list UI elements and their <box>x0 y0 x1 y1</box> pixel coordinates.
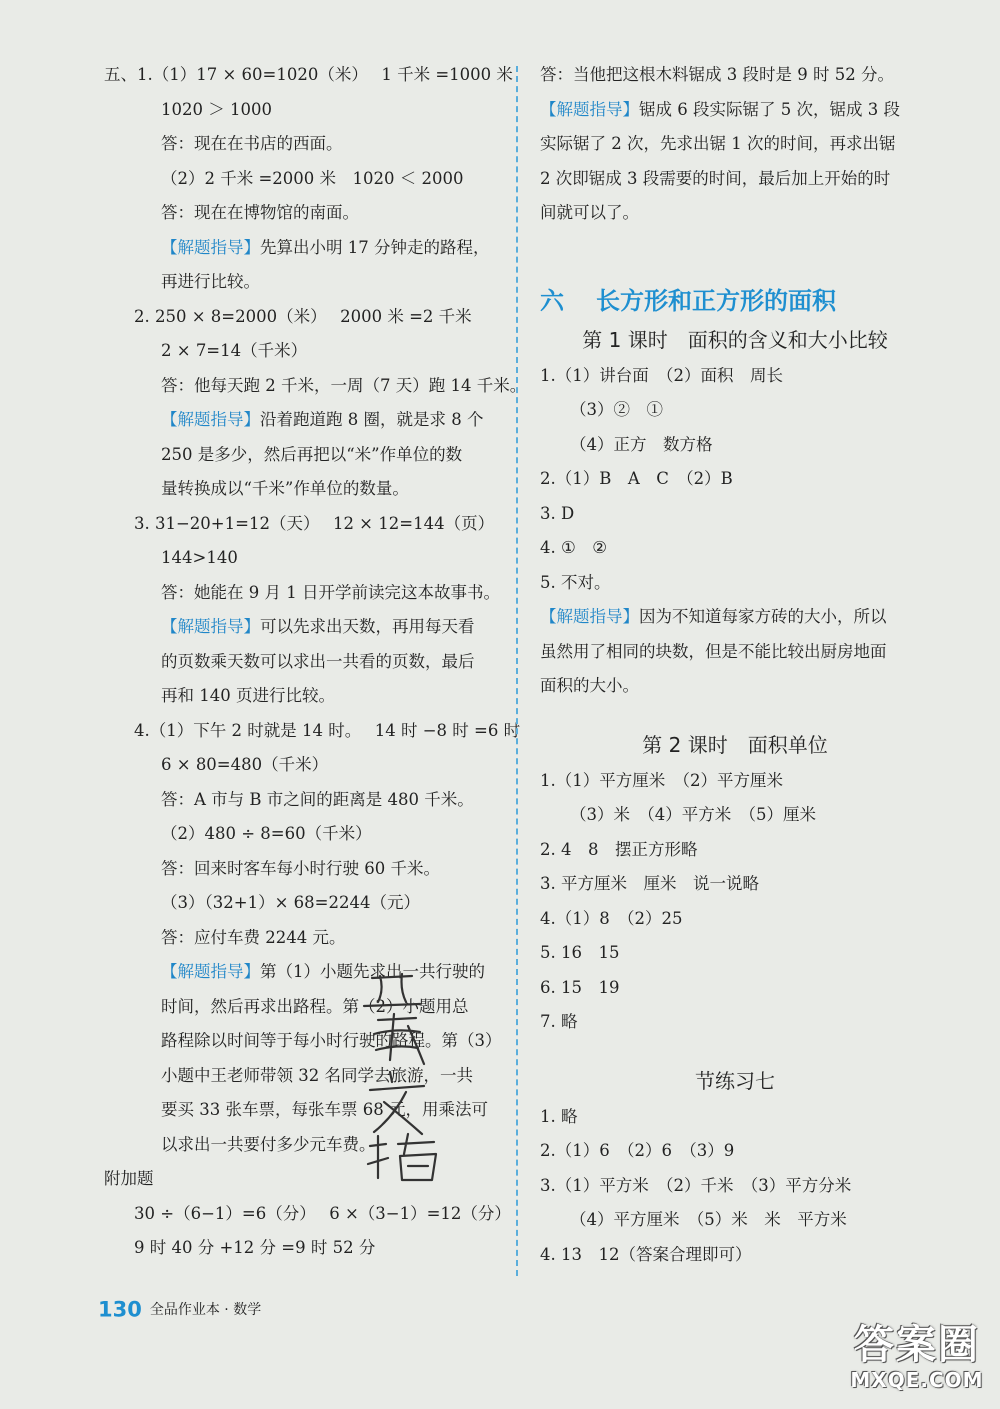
answer-text: 9 时 40 分 +12 分 =9 时 52 分 <box>134 1238 376 1257</box>
answer-text: 答：回来时客车每小时行驶 60 千米。 <box>161 858 440 878</box>
answer-text: 五、1.（1）17 × 60=1020（米） 1 千米 =1000 米 <box>104 65 513 84</box>
hint-tag: 【解题指导】 <box>161 962 260 981</box>
answer-line <box>104 93 500 128</box>
answer-text: （2）480 ÷ 8=60（千米） <box>161 824 372 843</box>
answer-text: 3. 31−20+1=12（天） 12 × 12=144（页） <box>134 513 495 533</box>
answer-text: 6 × 80=480（千米） <box>161 755 329 774</box>
answer-text: 7. 略 <box>540 1012 578 1031</box>
page-footer <box>98 1296 261 1322</box>
answer-line <box>104 921 500 956</box>
answer-line <box>104 783 500 818</box>
answer-text: 量转换成以“千米”作单位的数量。 <box>161 479 409 498</box>
answer-text: 4. ① ② <box>540 538 608 557</box>
answer-text: （3）米 （4）平方米 （5）厘米 <box>570 805 816 824</box>
answer-text: 以求出一共要付多少元车费。 <box>161 1134 376 1154</box>
answer-text: 2.（1）6 （2）6 （3）9 <box>540 1141 735 1160</box>
answer-text: 2. 250 × 8=2000（米） 2000 米 =2 千米 <box>134 306 472 326</box>
answer-text: 1020 ＞ 1000 <box>161 99 272 119</box>
answer-line <box>104 369 527 404</box>
lesson-2-title: 第 2 课时 面积单位 <box>642 732 828 757</box>
watermark-logo-text: 答案圈 <box>854 1322 980 1368</box>
answer-text: 1.（1）平方厘米 （2）平方厘米 <box>540 770 783 790</box>
answer-text: （2）2 千米 =2000 米 1020 ＜ 2000 <box>161 168 464 188</box>
answer-line <box>104 196 500 231</box>
answer-line <box>104 162 500 197</box>
answer-text: 锯成 6 段实际锯了 5 次，锯成 3 段 <box>639 99 900 119</box>
answer-line <box>104 748 500 783</box>
answer-text: 实际锯了 2 次，先求出锯 1 次的时间，再求出锯 <box>540 134 896 153</box>
exercise-answers <box>540 1100 930 1273</box>
answer-line <box>540 1169 930 1204</box>
answer-text: 5. 不对。 <box>540 572 611 592</box>
answer-line <box>104 1197 511 1232</box>
answer-line <box>104 714 521 749</box>
answer-line <box>104 300 500 335</box>
answer-line <box>540 936 930 971</box>
answer-line <box>104 1231 500 1266</box>
answer-line <box>104 645 500 680</box>
answer-text: 3. D <box>540 503 575 523</box>
answer-line <box>540 428 930 463</box>
answer-text: 再和 140 页进行比较。 <box>161 686 335 705</box>
answer-text: 答：现在在博物馆的南面。 <box>161 203 359 222</box>
answer-line <box>540 600 930 635</box>
answer-line <box>540 798 930 833</box>
answer-text: 路程除以时间等于每小时行驶的路程。第（3） <box>161 1031 502 1050</box>
answer-text: 250 是多少，然后再把以“米”作单位的数 <box>161 444 463 464</box>
answer-text: 附加题 <box>104 1169 154 1188</box>
answer-text: 可以先求出天数，再用每天看 <box>260 617 475 636</box>
answer-text: 答：现在在书店的西面。 <box>161 134 343 153</box>
answer-line <box>104 679 500 714</box>
answer-line <box>540 764 930 799</box>
section-number: 六 <box>540 286 564 315</box>
hint-tag: 【解题指导】 <box>540 99 639 119</box>
answer-line <box>540 393 930 428</box>
answer-line <box>540 971 930 1006</box>
answer-line <box>540 566 930 601</box>
answer-text: 4.（1）8 （2）25 <box>540 908 683 928</box>
answer-line <box>104 334 500 369</box>
answer-text: 小题中王老师带领 32 名同学去旅游，一共 <box>161 1065 473 1085</box>
answer-text: 答：A 市与 B 市之间的距离是 480 千米。 <box>161 789 474 809</box>
answer-text: 因为不知道每家方砖的大小，所以 <box>639 607 887 626</box>
answer-line <box>104 472 500 507</box>
exercise-title: 节练习七 <box>695 1068 775 1093</box>
answer-line <box>540 1100 930 1135</box>
answer-line <box>104 265 500 300</box>
answer-text: 要买 33 张车票，每张车票 68 元，用乘法可 <box>161 1100 488 1119</box>
answer-text: 5. 16 15 <box>540 943 620 962</box>
answer-text: （3）② ① <box>570 400 663 419</box>
hint-tag: 【解题指导】 <box>161 617 260 636</box>
answer-line <box>540 1203 930 1238</box>
answer-text: 1.（1）讲台面 （2）面积 周长 <box>540 365 783 385</box>
answer-line <box>104 886 500 921</box>
answer-line <box>540 1238 930 1273</box>
answer-text: 时间，然后再求出路程。第（2）小题用总 <box>161 996 469 1016</box>
column-divider <box>516 66 518 1276</box>
answer-line <box>104 231 500 266</box>
answer-text: 6. 15 19 <box>540 977 620 997</box>
answer-text: 答：应付车费 2244 元。 <box>161 927 346 947</box>
answer-line <box>540 359 930 394</box>
section-title-text: 长方形和正方形的面积 <box>596 286 836 315</box>
answer-text: （3）（32+1）× 68=2244（元） <box>161 893 420 912</box>
answer-line <box>540 531 930 566</box>
answer-line <box>540 1134 930 1169</box>
answer-line <box>540 162 930 197</box>
hint-tag: 【解题指导】 <box>540 607 639 626</box>
watermark-url: MXQE.COM <box>850 1368 984 1392</box>
answer-text: 3. 平方厘米 厘米 说一说略 <box>540 874 759 893</box>
answer-line <box>104 610 500 645</box>
section-title <box>540 281 930 321</box>
answer-text: 沿着跑道跑 8 圈，就是求 8 个 <box>260 410 484 429</box>
answer-line <box>540 462 930 497</box>
answer-text: 虽然用了相同的块数，但是不能比较出厨房地面 <box>540 641 887 661</box>
answer-line <box>540 58 930 93</box>
answer-line <box>104 852 500 887</box>
answer-line <box>540 902 930 937</box>
answer-text: 的页数乘天数可以求出一共看的页数，最后 <box>161 651 475 671</box>
answer-line <box>540 669 930 704</box>
answer-line <box>540 127 930 162</box>
answer-text: 3.（1）平方米 （2）千米 （3）平方分米 <box>540 1175 852 1195</box>
book-title: 全品作业本 · 数学 <box>149 1301 262 1318</box>
answer-text: 答：她能在 9 月 1 日开学前读完这本故事书。 <box>161 582 500 602</box>
answer-text: 答：当他把这根木料锯成 3 段时是 9 时 52 分。 <box>540 65 894 84</box>
answer-line <box>104 817 500 852</box>
answer-text: 第（1）小题先求出一共行驶的 <box>260 962 485 981</box>
answer-line <box>540 497 930 532</box>
answer-line <box>104 403 500 438</box>
answer-text: 30 ÷（6−1）=6（分） 6 ×（3−1）=12（分） <box>134 1203 511 1223</box>
answer-text: 答：他每天跑 2 千米，一周（7 天）跑 14 千米。 <box>161 375 527 395</box>
lesson-2-answers <box>540 764 930 1040</box>
lesson-1-answers <box>540 359 930 704</box>
answer-line <box>540 196 930 231</box>
answer-text: （4）平方厘米 （5）米 米 平方米 <box>570 1210 847 1229</box>
answer-line <box>540 1005 930 1040</box>
answer-text: 2.（1）B A C （2）B <box>540 469 733 488</box>
answer-line <box>104 507 500 542</box>
site-watermark <box>842 1323 992 1401</box>
hint-tag: 【解题指导】 <box>161 237 260 257</box>
continued-answers <box>540 58 930 231</box>
answer-line <box>540 635 930 670</box>
answer-line <box>104 127 500 162</box>
answer-line <box>540 93 930 128</box>
right-column <box>540 58 930 1272</box>
answer-text: （4）正方 数方格 <box>570 434 713 454</box>
answer-text: 先算出小明 17 分钟走的路程， <box>260 237 490 257</box>
answer-line <box>104 576 500 611</box>
answer-line <box>104 58 513 93</box>
answer-text: 面积的大小。 <box>540 676 639 695</box>
answer-line <box>104 541 500 576</box>
answer-text: 144>140 <box>161 548 238 567</box>
answer-text: 间就可以了。 <box>540 203 639 222</box>
answer-text: 2. 4 8 摆正方形略 <box>540 839 698 859</box>
answer-line <box>540 867 930 902</box>
page-number: 130 <box>98 1297 142 1322</box>
answer-text: 再进行比较。 <box>161 272 260 291</box>
handwriting-scribble <box>350 968 460 1188</box>
hint-tag: 【解题指导】 <box>161 410 260 429</box>
answer-text: 1. 略 <box>540 1106 578 1126</box>
answer-text: 2 次即锯成 3 段需要的时间，最后加上开始的时 <box>540 168 891 188</box>
answer-line <box>540 833 930 868</box>
answer-text: 4. 13 12（答案合理即可） <box>540 1244 752 1264</box>
answer-text: 2 × 7=14（千米） <box>161 341 308 360</box>
lesson-1-title: 第 1 课时 面积的含义和大小比较 <box>582 327 888 352</box>
answer-text: 4.（1）下午 2 时就是 14 时。 14 时 −8 时 =6 时 <box>134 720 521 740</box>
answer-line <box>104 438 500 473</box>
